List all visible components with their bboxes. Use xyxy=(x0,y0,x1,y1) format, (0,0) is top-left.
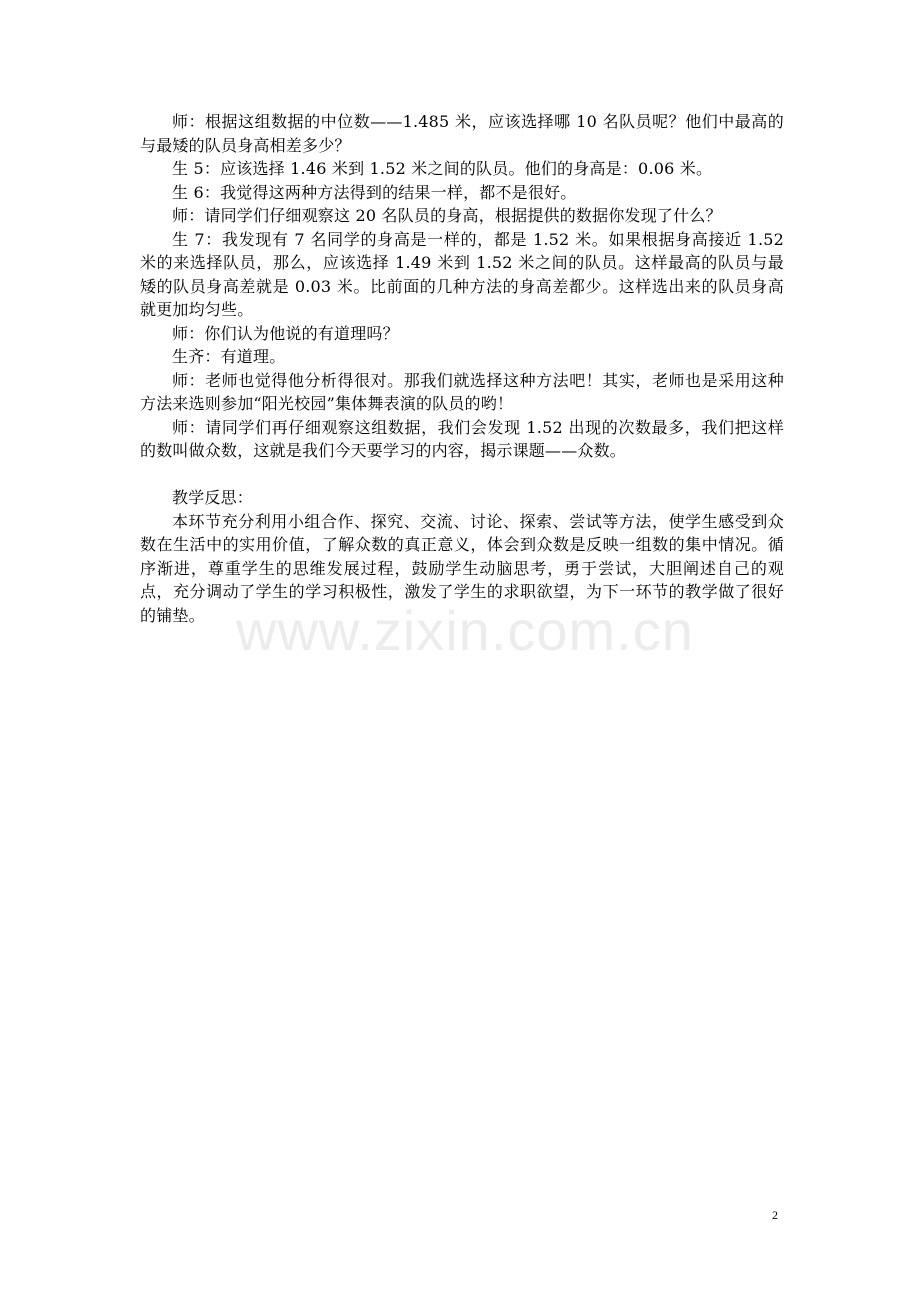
paragraph-spacer xyxy=(140,463,784,487)
dialogue-teacher-4: 师：老师也觉得他分析得很对。那我们就选择这种方法吧！其实，老师也是采用这种方法来选则参加“阳光校园”集体舞表演的队员的哟！ xyxy=(140,370,784,413)
dialogue-teacher-3: 师：你们认为他说的有道理吗？ xyxy=(172,323,399,343)
page-number: 2 xyxy=(772,1208,778,1222)
dialogue-teacher-1: 师：根据这组数据的中位数——1.485 米，应该选择哪 10 名队员呢？他们中最高的与最矮的队员身高相差多少？ xyxy=(140,112,784,155)
dialogue-teacher-2: 师：请同学们仔细观察这 20 名队员的身高，根据提供的数据你发现了什么？ xyxy=(172,206,722,225)
watermark: www.zixin.com.cn xyxy=(236,599,694,662)
dialogue-student-7: 生 7：我发现有 7 名同学的身高是一样的，都是 1.52 米。如果根据身高接近 1.52 米的来选择队员，那么，应该选择 1.49 米到 1.52 米之间的队员。这样最高的队员与最矮的队员身高差就是 0.03 米。比前面的几种方法的身高差都少。这样选出来的队员身高就更加均匀些。 xyxy=(140,229,784,319)
reflection-body: 本环节充分利用小组合作、探究、交流、讨论、探索、尝试等方法，使学生感受到众数在生活中的实用价值，了解众数的真正意义，体会到众数是反映一组数的集中情况。循序渐进，尊重学生的思维发展过程，鼓励学生动脑思考，勇于尝试，大胆阐述自己的观点，充分调动了学生的学习积极性，激发了学生的求职欲望，为下一环节的教学做了很好的铺垫。 xyxy=(140,511,784,625)
dialogue-student-6: 生 6：我觉得这两种方法得到的结果一样，都不是很好。 xyxy=(172,182,577,202)
document-page xyxy=(140,110,784,627)
reflection-heading: 教学反思： xyxy=(172,488,254,507)
dialogue-students-all: 生齐：有道理。 xyxy=(172,347,286,366)
dialogue-student-5: 生 5：应该选择 1.46 米到 1.52 米之间的队员。他们的身高是：0.06 米。 xyxy=(172,159,713,178)
dialogue-teacher-5: 师：请同学们再仔细观察这组数据，我们会发现 1.52 出现的次数最多，我们把这样的数叫做众数，这就是我们今天要学习的内容，揭示课题——众数。 xyxy=(140,417,784,460)
